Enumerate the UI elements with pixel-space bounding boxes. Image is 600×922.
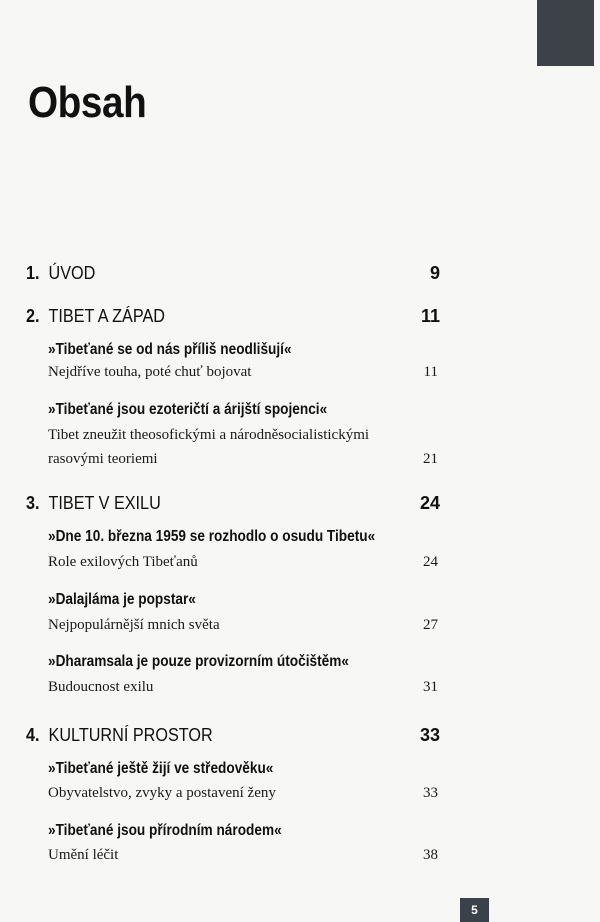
section-page-number: 27 xyxy=(423,617,438,633)
section-title[interactable]: »Dharamsala je pouze provizorním útočištěm« xyxy=(48,653,349,670)
section-title[interactable]: »Dne 10. března 1959 se rozhodlo o osudu Tibetu« xyxy=(48,528,376,545)
section-subtitle-line: Tibet zneužit theosofickými a národněsocialistickými xyxy=(48,427,370,443)
section-subtitle-line: Budoucnost exilu 31 xyxy=(48,679,438,695)
section-page-number: 33 xyxy=(423,785,438,801)
section-subtitle-line: rasovými teoriemi 21 xyxy=(48,451,438,467)
section-subtitle-line: Nejpopulárnější mnich světa 27 xyxy=(48,617,438,633)
section-subtitle-line: Umění léčit 38 xyxy=(48,847,438,863)
section-page-number: 24 xyxy=(423,554,438,570)
section-page-number: 11 xyxy=(423,364,438,380)
chapter-page-number: 33 xyxy=(419,725,440,745)
section-page-number: 31 xyxy=(423,679,438,695)
chapter-heading: 1. ÚVOD xyxy=(26,263,96,283)
section-page-number: 21 xyxy=(423,451,438,467)
chapter-page-number: 11 xyxy=(420,306,440,326)
section-title[interactable]: »Tibeťané jsou ezoteričtí a árijští spojenci« xyxy=(48,401,328,418)
toc-chapter-1[interactable] xyxy=(26,263,440,293)
toc-chapter-3[interactable] xyxy=(26,493,440,523)
toc-chapter-2[interactable] xyxy=(26,306,440,336)
section-title[interactable]: »Tibeťané ještě žijí ve středověku« xyxy=(48,760,274,777)
section-title[interactable]: »Tibeťané jsou přírodním národem« xyxy=(48,822,282,839)
section-page-number: 38 xyxy=(423,847,438,863)
chapter-page-number: 24 xyxy=(419,493,440,513)
page-number: 5 xyxy=(460,898,489,922)
section-subtitle-line: Role exilových Tibeťanů 24 xyxy=(48,554,438,570)
corner-tab-marker xyxy=(537,0,594,66)
chapter-heading: 3. TIBET V EXILU xyxy=(26,493,161,513)
chapter-heading: 2. TIBET A ZÁPAD xyxy=(26,306,165,326)
toc-chapter-4[interactable] xyxy=(26,725,440,755)
section-subtitle-line: Nejdříve touha, poté chuť bojovat 11 xyxy=(48,364,438,380)
page-title: Obsah xyxy=(28,78,147,127)
section-subtitle-line: Obyvatelstvo, zvyky a postavení ženy 33 xyxy=(48,785,438,801)
chapter-heading: 4. KULTURNÍ PROSTOR xyxy=(26,725,213,745)
section-title[interactable]: »Tibeťané se od nás příliš neodlišují« xyxy=(48,341,292,358)
chapter-page-number: 9 xyxy=(429,263,440,283)
section-title[interactable]: »Dalajláma je popstar« xyxy=(48,591,196,608)
